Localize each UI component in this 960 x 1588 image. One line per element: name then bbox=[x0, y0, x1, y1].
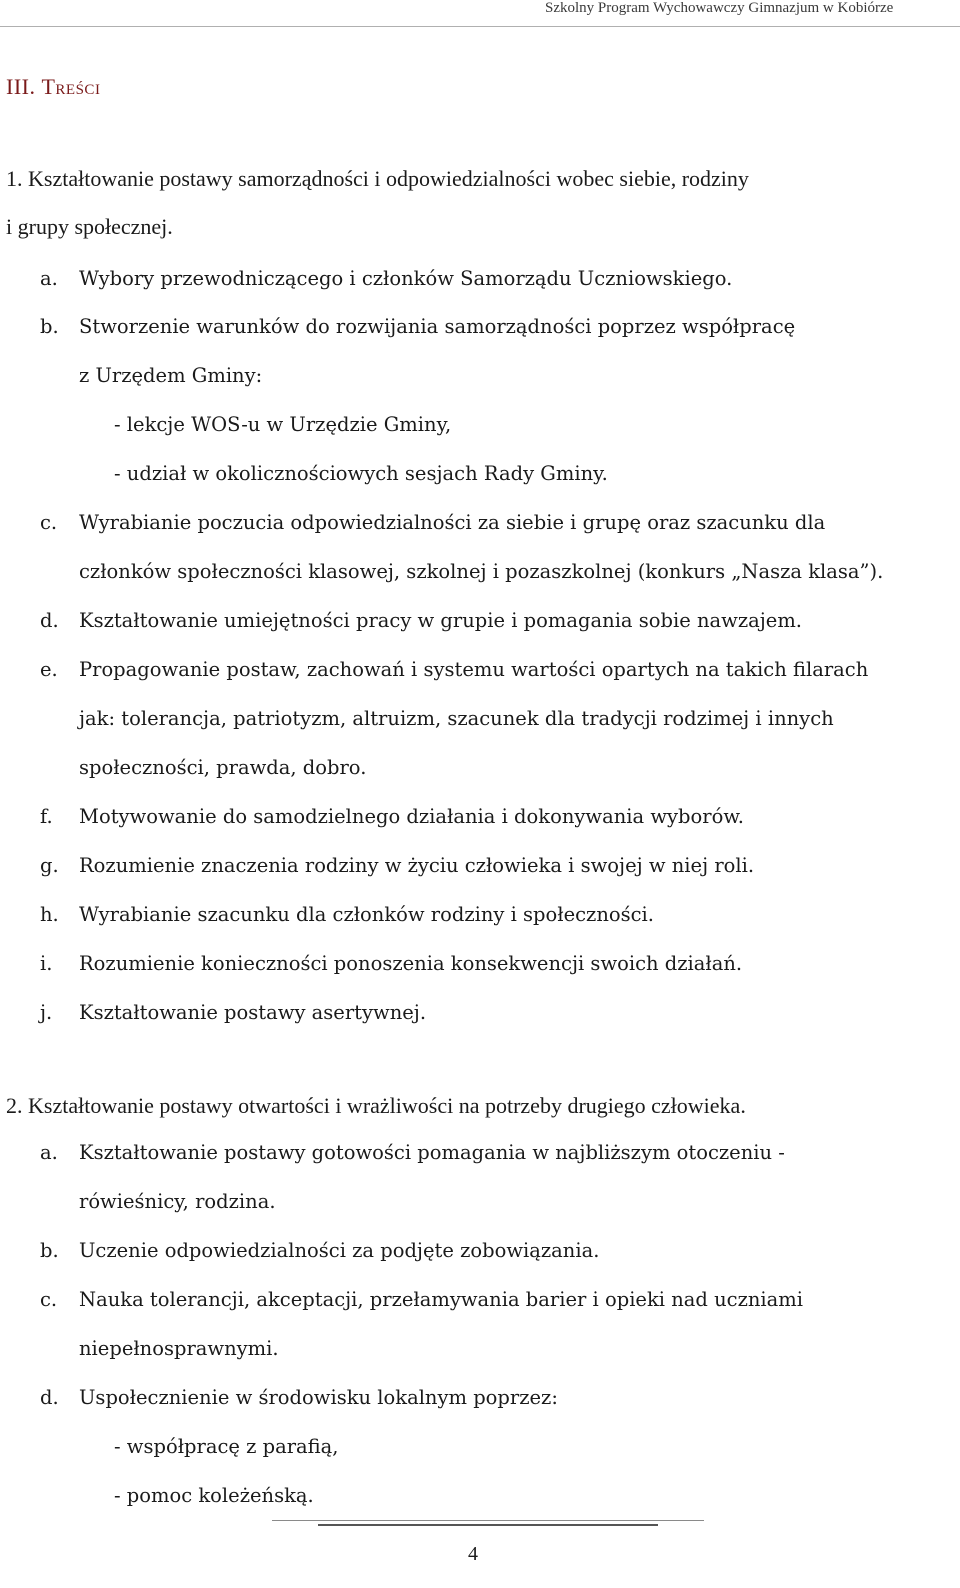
item-marker: g. bbox=[40, 854, 59, 877]
item-text: Kształtowanie postawy gotowości pomagania w najbliższym otoczeniu - bbox=[79, 1141, 785, 1164]
item-marker: a. bbox=[40, 1141, 58, 1164]
heading-1-line-2: i grupy społecznej. bbox=[6, 214, 173, 239]
running-header: Szkolny Program Wychowawczy Gimnazjum w Kobiórze bbox=[545, 0, 894, 16]
item-marker: h. bbox=[40, 903, 59, 926]
item-marker: b. bbox=[40, 315, 59, 338]
item-text: Wybory przewodniczącego i członków Samorządu Uczniowskiego. bbox=[79, 267, 733, 290]
item-text: Stworzenie warunków do rozwijania samorządności poprzez współpracę bbox=[79, 315, 796, 338]
item-text: Uczenie odpowiedzialności za podjęte zobowiązania. bbox=[79, 1239, 600, 1262]
item-text: rówieśnicy, rodzina. bbox=[79, 1190, 276, 1213]
heading-2: 2. Kształtowanie postawy otwartości i wrażliwości na potrzeby drugiego człowieka. bbox=[6, 1093, 746, 1118]
item-marker: b. bbox=[40, 1239, 59, 1262]
item-marker: a. bbox=[40, 267, 58, 290]
item-text: Rozumienie znaczenia rodziny w życiu człowieka i swojej w niej roli. bbox=[79, 854, 755, 877]
item-text: Rozumienie konieczności ponoszenia konsekwencji swoich działań. bbox=[79, 952, 743, 975]
section-numeral: III. bbox=[6, 74, 42, 99]
item-text: jak: tolerancja, patriotyzm, altruizm, szacunek dla tradycji rodzimej i innych bbox=[79, 707, 834, 730]
item-text: Wyrabianie poczucia odpowiedzialności za siebie i grupę oraz szacunku dla bbox=[79, 511, 826, 534]
item-marker: d. bbox=[40, 1386, 59, 1409]
item-text: z Urzędem Gminy: bbox=[79, 364, 263, 387]
item-marker: e. bbox=[40, 658, 58, 681]
item-text: Motywowanie do samodzielnego działania i dokonywania wyborów. bbox=[79, 805, 744, 828]
item-marker: d. bbox=[40, 609, 59, 632]
item-marker: j. bbox=[40, 1001, 53, 1024]
item-text: Wyrabianie szacunku dla członków rodziny i społeczności. bbox=[79, 903, 654, 926]
item-text: społeczności, prawda, dobro. bbox=[79, 756, 367, 779]
item-marker: f. bbox=[40, 805, 53, 828]
sub-item: - lekcje WOS-u w Urzędzie Gminy, bbox=[114, 413, 452, 436]
footer-divider bbox=[272, 1520, 704, 1521]
item-text: Kształtowanie postawy asertywnej. bbox=[79, 1001, 427, 1024]
item-text: niepełnosprawnymi. bbox=[79, 1337, 279, 1360]
item-text: Nauka tolerancji, akceptacji, przełamywania barier i opieki nad uczniami bbox=[79, 1288, 803, 1311]
sub-item: - pomoc koleżeńską. bbox=[114, 1484, 314, 1507]
section-title-text: Treści bbox=[41, 74, 101, 99]
section-title bbox=[6, 74, 100, 100]
item-text: Propagowanie postaw, zachowań i systemu wartości opartych na takich filarach bbox=[79, 658, 869, 681]
item-text: Uspołecznienie w środowisku lokalnym poprzez: bbox=[79, 1386, 558, 1409]
item-text: Kształtowanie umiejętności pracy w grupie i pomagania sobie nawzajem. bbox=[79, 609, 803, 632]
item-marker: c. bbox=[40, 1288, 58, 1311]
sub-item: - udział w okolicznościowych sesjach Rady Gminy. bbox=[114, 462, 608, 485]
header-divider bbox=[0, 26, 960, 27]
footer-divider-accent bbox=[318, 1524, 658, 1526]
item-text: członków społeczności klasowej, szkolnej i pozaszkolnej (konkurs „Nasza klasa”). bbox=[79, 560, 884, 583]
page-number: 4 bbox=[468, 1543, 478, 1565]
item-marker: i. bbox=[40, 952, 53, 975]
sub-item: - współpracę z parafią, bbox=[114, 1435, 339, 1458]
item-marker: c. bbox=[40, 511, 58, 534]
heading-1-line-1: 1. Kształtowanie postawy samorządności i odpowiedzialności wobec siebie, rodziny bbox=[6, 166, 749, 191]
